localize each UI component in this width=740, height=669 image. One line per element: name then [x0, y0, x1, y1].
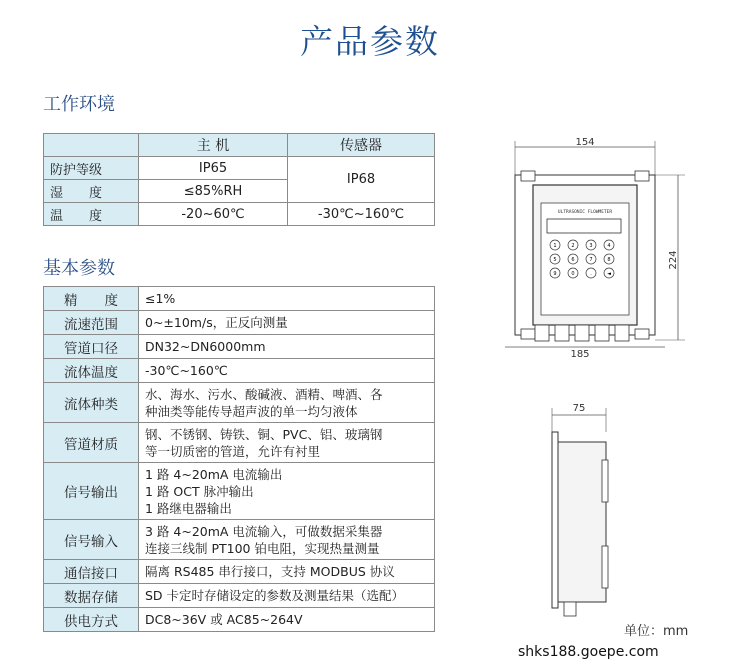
front-height-label: 224: [668, 250, 679, 270]
param-value: [139, 423, 435, 463]
param-label: 流体种类: [44, 383, 139, 423]
param-row: [44, 311, 435, 335]
env-host-value: -20~60℃: [139, 203, 288, 226]
param-label: 信号输出: [44, 463, 139, 520]
param-label: 数据存储: [44, 584, 139, 608]
param-row: [44, 560, 435, 584]
param-value-line: 1 路继电器输出: [145, 500, 232, 516]
param-row: [44, 287, 435, 311]
keypad-key-label: 8: [607, 257, 611, 263]
param-value-line: DN32~DN6000mm: [145, 339, 266, 354]
param-label: 通信接口: [44, 560, 139, 584]
param-value-line: 水、海水、污水、酸碱液、酒精、啤酒、各: [145, 386, 383, 402]
param-label: 供电方式: [44, 608, 139, 632]
keypad-key-label: .: [590, 271, 592, 277]
param-value-line: DC8~36V 或 AC85~264V: [145, 612, 303, 627]
param-label: 管道口径: [44, 335, 139, 359]
keypad-key-label: 7: [589, 257, 593, 263]
param-value: [139, 287, 435, 311]
keypad-key-label: 0: [571, 271, 575, 277]
front-base-label: 185: [570, 349, 590, 360]
param-row: [44, 584, 435, 608]
keypad-key-label: 4: [607, 243, 611, 249]
front-view-drawing: [495, 135, 700, 365]
param-value: [139, 584, 435, 608]
page-title: 产品参数: [300, 22, 440, 61]
basic-section-title: 基本参数: [43, 258, 115, 279]
env-row-label: 湿 度: [44, 180, 139, 203]
side-width-label: 75: [572, 403, 586, 414]
keypad-key-label: 9: [553, 271, 557, 277]
panel-text: ULTRASONIC FLOWMETER: [557, 210, 613, 215]
param-value-line: 连接三线制 PT100 铂电阻，实现热量测量: [145, 540, 380, 556]
env-section-title: 工作环境: [43, 94, 115, 115]
env-header-host: 主 机: [139, 134, 288, 157]
param-row: [44, 359, 435, 383]
param-value: [139, 560, 435, 584]
param-value: [139, 608, 435, 632]
param-value-line: SD 卡定时存储设定的参数及测量结果（选配）: [145, 588, 405, 603]
param-value: [139, 463, 435, 520]
param-row: [44, 520, 435, 560]
param-row: [44, 423, 435, 463]
param-value-line: 等一切质密的管道，允许有衬里: [145, 443, 321, 459]
param-label: 信号输入: [44, 520, 139, 560]
param-label: 流速范围: [44, 311, 139, 335]
param-value: [139, 311, 435, 335]
param-value-line: 1 路 OCT 脉冲输出: [145, 483, 254, 499]
param-value-line: 0~±10m/s，正反向测量: [145, 315, 288, 330]
param-row: [44, 608, 435, 632]
env-host-value: IP65: [139, 157, 288, 180]
param-row: [44, 335, 435, 359]
watermark-text: shks188.goepe.com: [518, 644, 659, 660]
param-value-line: 钢、不锈钢、铸铁、铜、PVC、铝、玻璃钢: [145, 426, 383, 442]
keypad-key-label: 3: [589, 243, 593, 249]
keypad-key-label: 2: [571, 243, 575, 249]
param-value-line: ≤1%: [145, 291, 176, 306]
keypad-key-label: 1: [553, 243, 557, 249]
env-sensor-value: -30℃~160℃: [288, 203, 435, 226]
env-host-value: ≤85%RH: [139, 180, 288, 203]
param-value-line: 种油类等能传导超声波的单一均匀液体: [145, 403, 358, 419]
env-header-sensor: 传感器: [288, 134, 435, 157]
keypad-key-label: 5: [553, 257, 557, 263]
param-label: 管道材质: [44, 423, 139, 463]
param-value-line: -30℃~160℃: [145, 363, 228, 378]
param-row: [44, 463, 435, 520]
param-value: [139, 335, 435, 359]
env-row-label: 防护等级: [44, 157, 139, 180]
param-value: [139, 359, 435, 383]
keypad-key-label: ◄: [607, 271, 611, 277]
basic-table: [43, 286, 435, 632]
param-label: 精 度: [44, 287, 139, 311]
param-value-line: 3 路 4~20mA 电流输入，可做数据采集器: [145, 523, 383, 539]
env-sensor-value: IP68: [288, 157, 435, 203]
env-table: [43, 133, 435, 226]
keypad-key-label: 6: [571, 257, 575, 263]
front-width-label: 154: [575, 137, 595, 148]
param-row: [44, 383, 435, 423]
param-value-line: 1 路 4~20mA 电流输出: [145, 466, 283, 482]
unit-label: 单位：mm: [624, 624, 689, 639]
param-label: 流体温度: [44, 359, 139, 383]
param-value: [139, 520, 435, 560]
param-value-line: 隔离 RS485 串行接口，支持 MODBUS 协议: [145, 564, 395, 579]
side-view-drawing: [540, 398, 630, 623]
env-row-label: 温 度: [44, 203, 139, 226]
param-value: [139, 383, 435, 423]
env-header-empty: [44, 134, 139, 157]
lcd-window: [547, 219, 621, 233]
